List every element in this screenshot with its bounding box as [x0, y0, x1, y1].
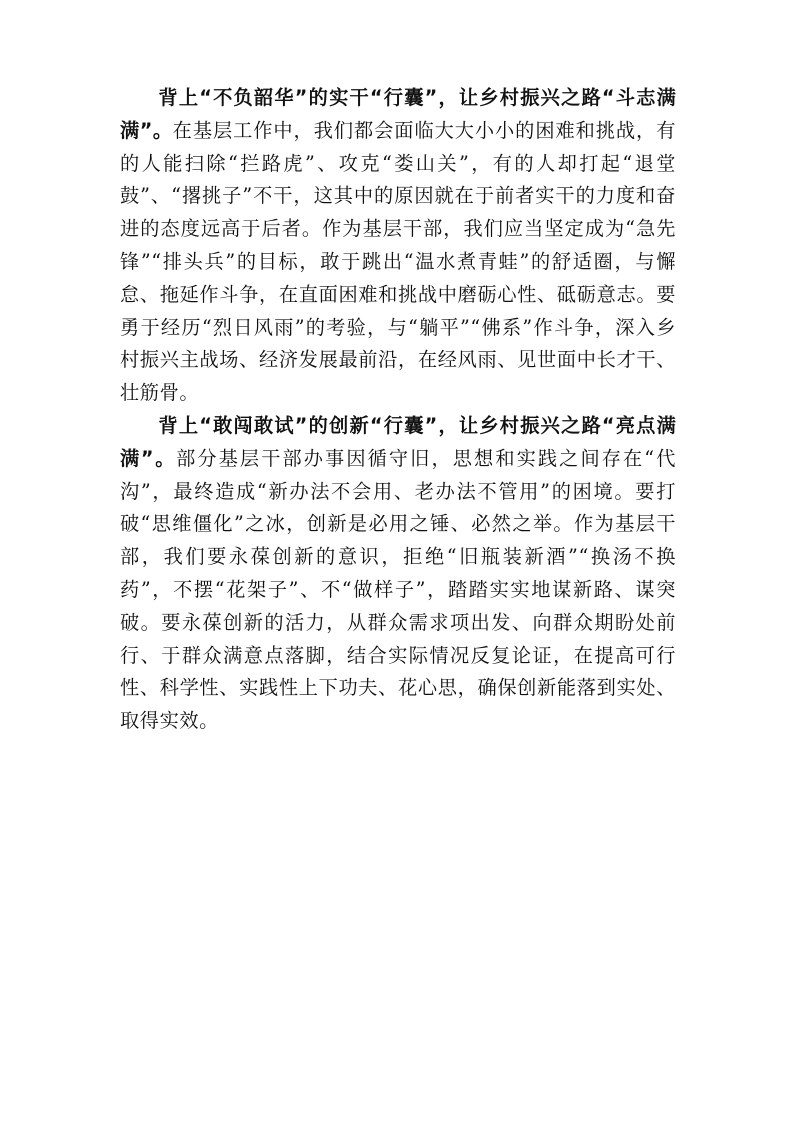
- paragraph-1-lead: 背上“不负韶华”的实干“行囊”，让乡村振兴之路“斗志满满”。: [120, 86, 676, 142]
- document-page: [120, 82, 676, 738]
- paragraph-1: [120, 82, 676, 410]
- paragraph-1-body: 在基层工作中，我们都会面临大大小小的困难和挑战，有的人能扫除“拦路虎”、攻克“娄山关”，有的人却打起“退堂鼓”、“撂挑子”不干，这其中的原因就在于前者实干的力度和奋进的态度远高于后者。作为基层干部，我们应当坚定成为“急先锋”“排头兵”的目标，敢于跳出“温水煮青蛙”的舒适圈，与懈怠、拖延作斗争，在直面困难和挑战中磨砺心性、砥砺意志。要勇于经历“烈日风雨”的考验，与“躺平”“佛系”作斗争，深入乡村振兴主战场、经济发展最前沿，在经风雨、见世面中长才干、壮筋骨。: [120, 118, 676, 405]
- paragraph-2-lead: 背上“敢闯敢试”的创新“行囊”，让乡村振兴之路“亮点满满”。: [120, 413, 676, 470]
- paragraph-2: [120, 410, 676, 738]
- paragraph-2-body: 部分基层干部办事因循守旧，思想和实践之间存在“代沟”，最终造成“新办法不会用、老办法不管用”的困境。要打破“思维僵化”之冰，创新是必用之锤、必然之举。作为基层干部，我们要永葆创新的意识，拒绝“旧瓶装新酒”“换汤不换药”，不摆“花架子”、不“做样子”，踏踏实实地谋新路、谋突破。要永葆创新的活力，从群众需求项出发、向群众期盼处前行、于群众满意点落脚，结合实际情况反复论证，在提高可行性、科学性、实践性上下功夫、花心思，确保创新能落到实处、取得实效。: [120, 446, 676, 733]
